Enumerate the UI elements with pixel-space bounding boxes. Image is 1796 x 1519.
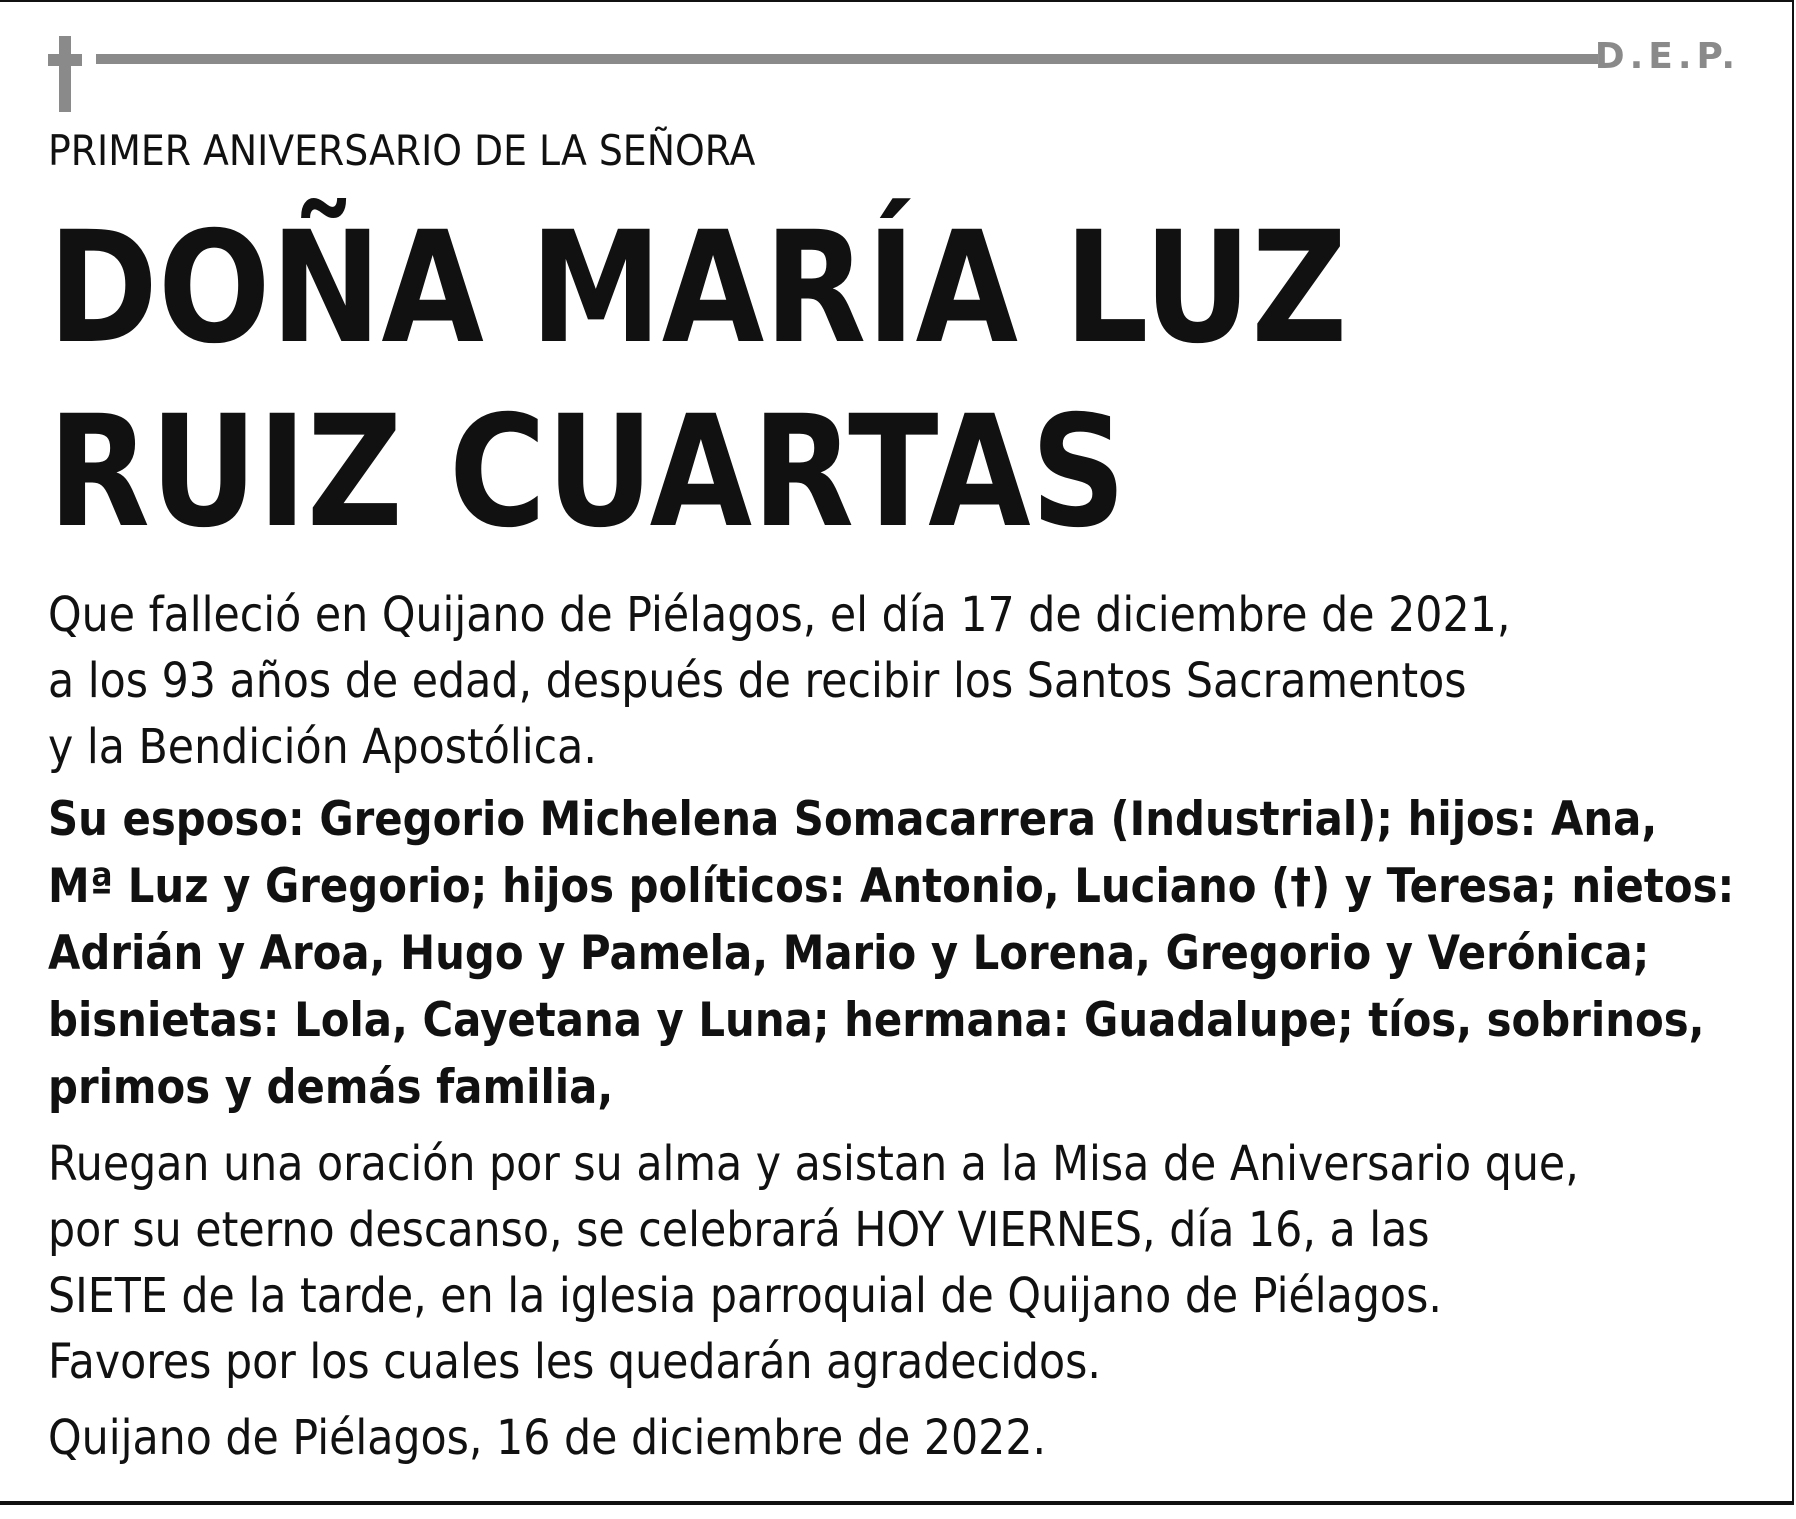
intro-paragraph bbox=[48, 582, 1650, 780]
intro-line: Que falleció en Quijano de Piélagos, el día 17 de diciembre de 2021, bbox=[48, 587, 1511, 643]
place-date: Quijano de Piélagos, 16 de diciembre de 2022. bbox=[48, 1410, 1047, 1466]
family-line: bisnietas: Lola, Cayetana y Luna; hermana: Guadalupe; tíos, sobrinos, bbox=[48, 993, 1705, 1048]
intro-line: a los 93 años de edad, después de recibir los Santos Sacramentos bbox=[48, 653, 1467, 709]
request-line: SIETE de la tarde, en la iglesia parroquial de Quijano de Piélagos. bbox=[48, 1268, 1442, 1324]
intro-line: y la Bendición Apostólica. bbox=[48, 719, 597, 775]
request-line: por su eterno descanso, se celebrará HOY VIERNES, día 16, a las bbox=[48, 1202, 1430, 1258]
deceased-name-line2: RUIZ CUARTAS bbox=[48, 383, 1127, 562]
family-paragraph bbox=[48, 786, 1735, 1121]
family-line: Adrián y Aroa, Hugo y Pamela, Mario y Lorena, Gregorio y Verónica; bbox=[48, 926, 1650, 981]
notice-subtitle: PRIMER ANIVERSARIO DE LA SEÑORA bbox=[48, 126, 756, 175]
family-line: primos y demás familia, bbox=[48, 1060, 614, 1115]
family-line: Mª Luz y Gregorio; hijos políticos: Antonio, Luciano (†) y Teresa; nietos: bbox=[48, 859, 1735, 914]
family-line: Su esposo: Gregorio Michelena Somacarrera (Industrial); hijos: Ana, bbox=[48, 792, 1658, 847]
header-rule bbox=[96, 54, 1598, 64]
notice-body bbox=[48, 582, 1735, 1471]
request-line: Ruegan una oración por su alma y asistan a la Misa de Aniversario que, bbox=[48, 1136, 1579, 1192]
request-paragraph bbox=[48, 1131, 1650, 1395]
deceased-name-line1: DOÑA MARÍA LUZ bbox=[48, 199, 1348, 378]
dep-label: D.E.P. bbox=[1594, 36, 1740, 77]
request-line: Favores por los cuales les quedarán agradecidos. bbox=[48, 1334, 1102, 1390]
cross-icon bbox=[48, 36, 82, 112]
